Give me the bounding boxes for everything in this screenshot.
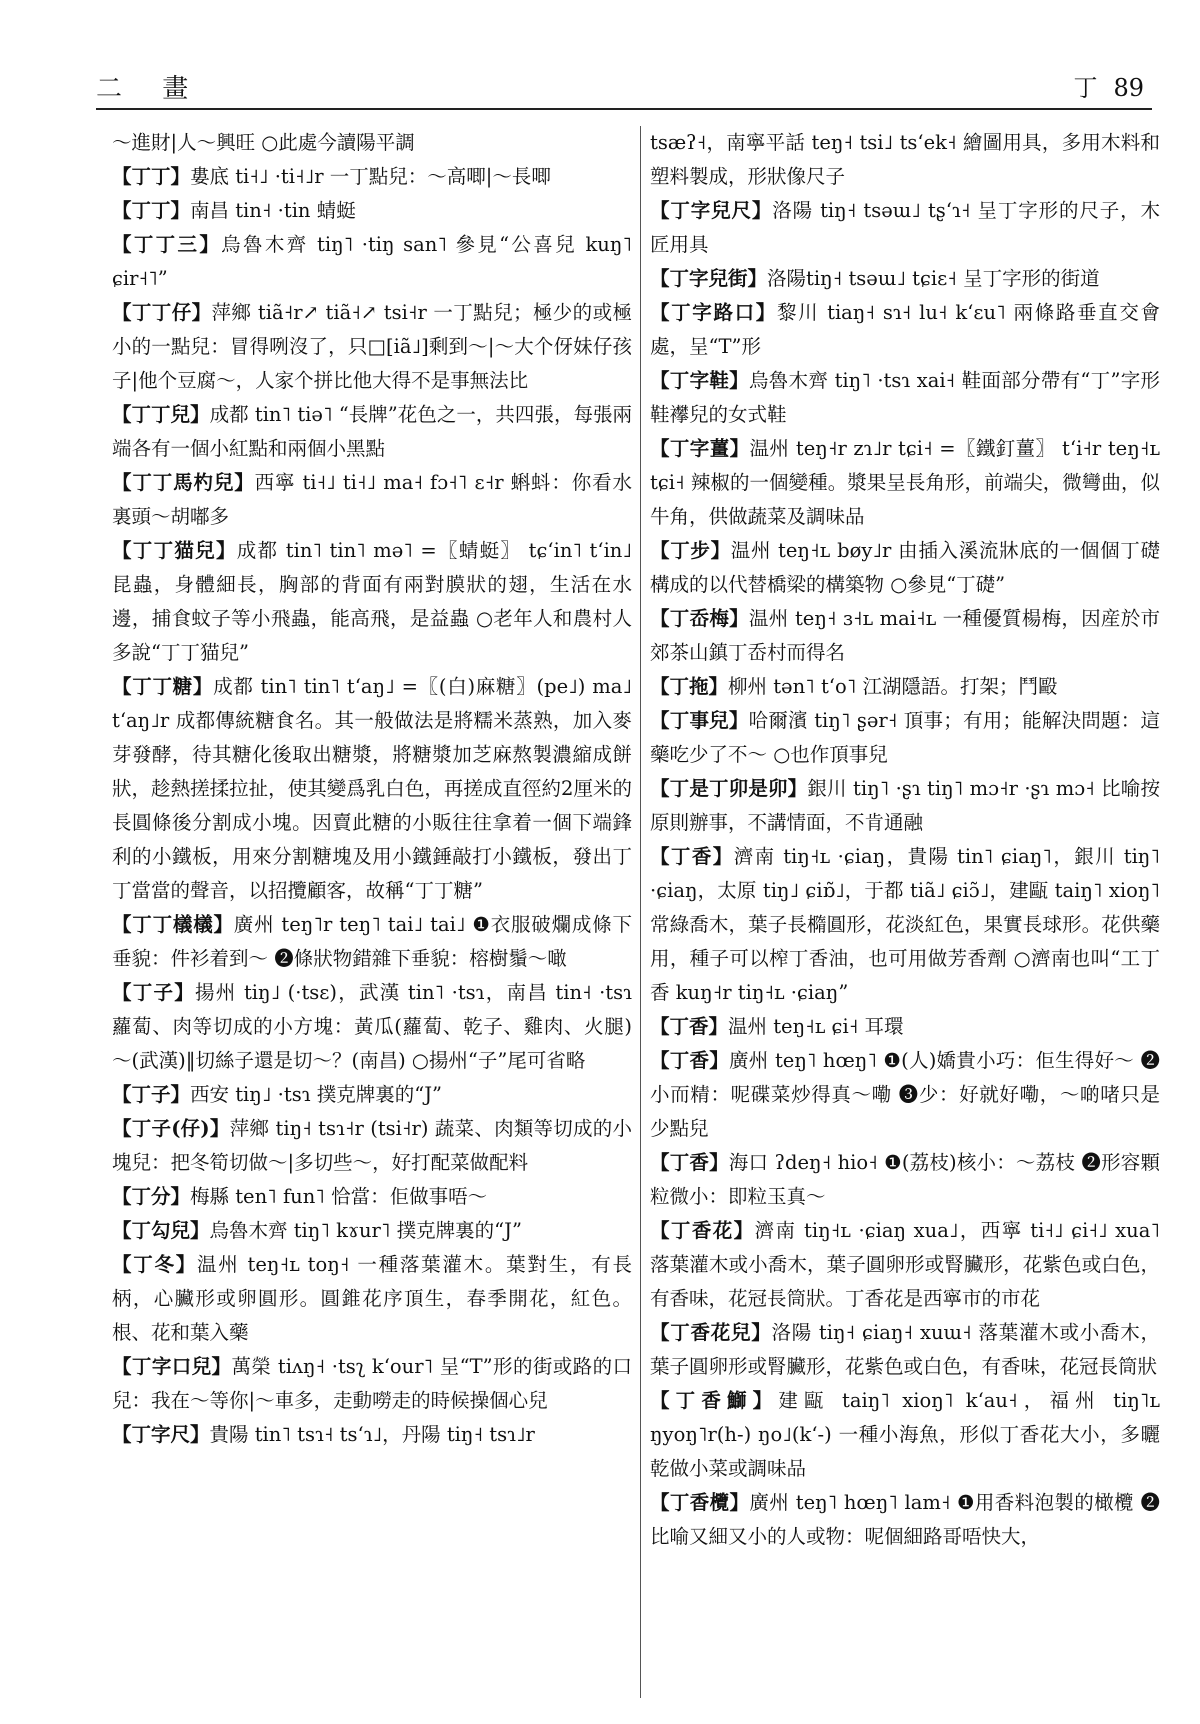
headword: 【丁字兒街】 xyxy=(650,267,768,290)
dictionary-entry: 【丁丁仔】萍鄉 tiã˧r↗ tiã˧↗ tsi˧r 一丁點兒；極少的或極小的一點兒：冒得咧沒了，只□[iã˩]剩到～|～大个伢妹仔孩子|他个豆腐～，人家个拼比他大得不是事無法比 xyxy=(112,301,632,392)
headword: 【丁字兒尺】 xyxy=(650,199,773,222)
dictionary-entry: 【丁香鰤】建甌 taiŋ˥ xioŋ˥ kʻau˧，福州 tiŋ˥ʟ ŋyoŋ˥r(h-) ŋo˩(kʻ-) 一種小海魚，形似丁香花大小，多曬乾做小菜或調味品 xyxy=(650,1389,1160,1480)
headword: 【丁子】 xyxy=(112,1083,191,1106)
section-title: 二 畫 xyxy=(96,74,205,104)
headword: 【丁香】 xyxy=(650,1151,729,1174)
left-column xyxy=(112,126,632,1704)
dictionary-entry: 【丁香花】濟南 tiŋ˧ʟ ·ɕiaŋ xua˩，西寧 ti˧˩ ɕi˧˩ xua˥ 落葉灌木或小喬木，葉子圓卵形或腎臟形，花紫色或白色，有香味，花冠長筒狀。丁香花是西寧市的市花 xyxy=(650,1219,1160,1310)
running-head xyxy=(1073,68,1144,103)
headword: 【丁香鰤】 xyxy=(650,1389,779,1412)
dictionary-entry: 【丁字兒街】洛陽tiŋ˧ tsəɯ˩ tɕiɛ˧ 呈丁字形的街道 xyxy=(650,267,1100,290)
headword: 【丁字路口】 xyxy=(650,301,777,324)
dictionary-entry: 【丁香】海口 ʔdeŋ˧ hio˧ ❶(荔枝)核小：～荔枝 ❷形容顆粒微小：即粒玉真～ xyxy=(650,1151,1160,1208)
headword: 【丁子(仔)】 xyxy=(112,1117,230,1140)
headword: 【丁丁三】 xyxy=(112,233,222,256)
dictionary-entry: 【丁丁糖】成都 tin˥ tin˥ tʻaŋ˩ =〖(白)麻糖〗(pe˩) ma˩ tʻaŋ˩r 成都傳統糖食名。其一般做法是將糯米蒸熟，加入麥芽發酵，待其糖化後取出糖漿，將糖漿加芝麻熬製濃縮成餅狀，趁熱搓揉拉扯，使其變爲乳白色，再搓成直徑約2厘米的長圓條後分割成小塊。因賣此糖的小販往往拿着一個下端鋒利的小鐵板，用來分割糖塊及用小鐵錘敲打小鐵板，發出丁丁當當的聲音，以招攬顧客，故稱“丁丁糖” xyxy=(112,675,632,902)
dictionary-entry: 【丁丁馬杓兒】西寧 ti˧˩ ti˧˩ ma˧ fɔ˧˥ ɛ˧r 蝌蚪：你看水裏頭～胡嘟多 xyxy=(112,471,632,528)
headword: 【丁岙梅】 xyxy=(650,607,749,630)
dictionary-entry: 【丁字口兒】萬榮 tiʌŋ˧ ·tsʅ kʻour˥ 呈“T”形的街或路的口兒：我在～等你|～車多，走動嘮走的時候操個心兒 xyxy=(112,1355,632,1412)
headword: 【丁字口兒】 xyxy=(112,1355,232,1378)
dictionary-entry: 【丁香花兒】洛陽 tiŋ˧ ɕiaŋ˧ xuɯ˧ 落葉灌木或小喬木，葉子圓卵形或腎臟形，花紫色或白色，有香味，花冠長筒狀 xyxy=(650,1321,1160,1378)
headword: 【丁丁】 xyxy=(112,165,191,188)
headword: 【丁冬】 xyxy=(112,1253,198,1276)
headword: 【丁丁猫兒】 xyxy=(112,539,237,562)
headword: 【丁香】 xyxy=(650,1015,729,1038)
headword: 【丁字尺】 xyxy=(112,1423,210,1446)
dictionary-entry: 【丁香】濟南 tiŋ˧ʟ ·ɕiaŋ，貴陽 tin˥ ɕiaŋ˥，銀川 tiŋ˥ ·ɕiaŋ，太原 tiŋ˩ ɕiɒ̃˩，于都 tiã˩ ɕiɔ̃˩，建甌 taiŋ˥ xioŋ˥ 常綠喬木，葉子長橢圓形，花淡紅色，果實長球形。花供藥用，種子可以榨丁香油，也可用做芳香劑 ○濟南也叫“工丁香 kuŋ˧r tiŋ˧ʟ ·ɕiaŋ” xyxy=(650,845,1160,1004)
dictionary-entry: 【丁丁】南昌 tin˧ ·tin 蜻蜓 xyxy=(112,199,356,222)
dictionary-entry: 【丁子】西安 tiŋ˩ ·tsɿ 撲克牌裏的“J” xyxy=(112,1083,442,1106)
dictionary-entry: 【丁丁猫兒】成都 tin˥ tin˥ mə˥ =〖蜻蜓〗 tɕʻin˥ tʻin˩ 昆蟲，身體細長，胸部的背面有兩對膜狀的翅，生活在水邊，捕食蚊子等小飛蟲，能高飛，是益蟲 ○老年人和農村人多說“丁丁猫兒” xyxy=(112,539,632,664)
headword: 【丁香欖】 xyxy=(650,1491,750,1514)
dictionary-entry: 【丁丁】婁底 ti˧˩ ·ti˧˩r 一丁點兒：～高唧|～長唧 xyxy=(112,165,551,188)
headword: 【丁勾兒】 xyxy=(112,1219,210,1242)
dictionary-entry: 【丁丁三】烏魯木齊 tiŋ˥ ·tiŋ san˥ 參見“公喜兒 kuŋ˥ ɕir˧˥” xyxy=(112,233,632,290)
dictionary-entry: 【丁字兒尺】洛陽 tiŋ˧ tsəɯ˩ tʂʻɿ˧ 呈丁字形的尺子，木匠用具 xyxy=(650,199,1160,256)
headword: 【丁丁檥檥】 xyxy=(112,913,234,936)
headword: 【丁香】 xyxy=(650,1049,729,1072)
dictionary-entry: 【丁岙梅】温州 teŋ˧ ɜ˧ʟ mai˧ʟ 一種優質楊梅，因産於市郊茶山鎮丁岙村而得名 xyxy=(650,607,1160,664)
dictionary-entry: 【丁字鞋】烏魯木齊 tiŋ˥ ·tsɿ xai˧ 鞋面部分帶有“丁”字形鞋襻兒的女式鞋 xyxy=(650,369,1160,426)
headword: 【丁丁】 xyxy=(112,199,191,222)
header-rule xyxy=(96,108,1152,110)
page-number: 89 xyxy=(1113,74,1144,102)
dictionary-entry: 【丁勾兒】烏魯木齊 tiŋ˥ kɤur˥ 撲克牌裏的“J” xyxy=(112,1219,522,1242)
dictionary-entry: 【丁丁兒】成都 tin˥ tiə˥ “長牌”花色之一，共四張，每張兩端各有一個小紅點和兩個小黑點 xyxy=(112,403,632,460)
headword: 【丁字薑】 xyxy=(650,437,750,460)
head-character: 丁 xyxy=(1073,74,1098,102)
headword: 【丁丁兒】 xyxy=(112,403,210,426)
dictionary-entry: 【丁子】揚州 tiŋ˩ (·tsɛ)，武漢 tin˥ ·tsɿ，南昌 tin˧ ·tsɿ 蘿蔔、肉等切成的小方塊：黃瓜(蘿蔔、乾子、雞肉、火腿)～(武漢)‖切絲子還是切～？(南昌) ○揚州“子”尾可省略 xyxy=(112,981,632,1072)
column-divider xyxy=(640,126,641,1698)
dictionary-entry: 【丁拖】柳州 tən˥ tʻo˥ 江湖隱語。打架；鬥毆 xyxy=(650,675,1058,698)
headword: 【丁丁馬杓兒】 xyxy=(112,471,255,494)
dictionary-entry: tsæʔ˧，南寧平話 teŋ˧ tsi˩ tsʻek˧ 繪圖用具，多用木料和塑料製成，形狀像尺子 xyxy=(650,131,1160,188)
page-header xyxy=(96,68,1152,108)
headword: 【丁事兒】 xyxy=(650,709,749,732)
headword: 【丁丁仔】 xyxy=(112,301,212,324)
right-column xyxy=(650,126,1160,1704)
headword: 【丁是丁卯是卯】 xyxy=(650,777,808,800)
dictionary-entry: 【丁字路口】黎川 tiaŋ˧ sɿ˧ lu˧ kʻɛu˥ 兩條路垂直交會處，呈“T”形 xyxy=(650,301,1160,358)
dictionary-entry: 【丁步】温州 teŋ˧ʟ bøy˩r 由插入溪流牀底的一個個丁礎構成的以代替橋梁的構築物 ○參見“丁礎” xyxy=(650,539,1160,596)
headword: 【丁拖】 xyxy=(650,675,729,698)
headword: 【丁步】 xyxy=(650,539,731,562)
dictionary-entry: 【丁事兒】哈爾濱 tiŋ˥ ʂər˧ 頂事；有用；能解決問題：這藥吃少了不～ ○也作頂事兒 xyxy=(650,709,1160,766)
headword: 【丁分】 xyxy=(112,1185,191,1208)
dictionary-entry: 【丁是丁卯是卯】銀川 tiŋ˥ ·ʂɿ tiŋ˥ mɔ˧r ·ʂɿ mɔ˧ 比喻按原則辦事，不講情面，不肯通融 xyxy=(650,777,1160,834)
dictionary-entry: 【丁香】温州 teŋ˧ʟ ɕi˧ 耳環 xyxy=(650,1015,904,1038)
dictionary-entry: 【丁冬】温州 teŋ˧ʟ toŋ˧ 一種落葉灌木。葉對生，有長柄，心臟形或卵圓形。圓錐花序頂生，春季開花，紅色。根、花和葉入藥 xyxy=(112,1253,632,1344)
headword: 【丁子】 xyxy=(112,981,195,1004)
headword: 【丁香花】 xyxy=(650,1219,755,1242)
dictionary-entry: ～進財|人～興旺 ○此處今讀陽平調 xyxy=(112,131,415,154)
dictionary-entry: 【丁字尺】貴陽 tin˥ tsɿ˧ tsʻɿ˩，丹陽 tiŋ˧ tsɿ˩r xyxy=(112,1423,535,1446)
dictionary-entry: 【丁字薑】温州 teŋ˧r zɿ˩r tɕi˧ =〖鐵釘薑〗 tʻi˧r teŋ˧ʟ tɕi˧ 辣椒的一個變種。漿果呈長角形，前端尖，微彎曲，似牛角，供做蔬菜及調味品 xyxy=(650,437,1160,528)
headword: 【丁丁糖】 xyxy=(112,675,214,698)
dictionary-entry: 【丁丁檥檥】廣州 teŋ˥r teŋ˥ tai˩ tai˩ ❶衣服破爛成條下垂貌：件衫着到～ ❷條狀物錯雜下垂貌：榕樹鬚～噉 xyxy=(112,913,632,970)
dictionary-entry: 【丁香】廣州 teŋ˥ hœŋ˥ ❶(人)嬌貴小巧：佢生得好～ ❷小而精：呢碟菜炒得真～嘞 ❸少：好就好嘞，～啲啫只是少點兒 xyxy=(650,1049,1160,1140)
headword: 【丁香花兒】 xyxy=(650,1321,772,1344)
dictionary-entry: 【丁香欖】廣州 teŋ˥ hœŋ˥ lam˧ ❶用香料泡製的橄欖 ❷比喻又細又小的人或物：呢個細路哥唔快大， xyxy=(650,1491,1160,1548)
dictionary-entry: 【丁分】梅縣 ten˥ fun˥ 恰當：佢做事唔～ xyxy=(112,1185,488,1208)
headword: 【丁香】 xyxy=(650,845,734,868)
headword: 【丁字鞋】 xyxy=(650,369,749,392)
dictionary-entry: 【丁子(仔)】萍鄉 tiŋ˧ tsɿ˧r (tsi˧r) 蔬菜、肉類等切成的小塊兒：把冬筍切做～|多切些～，好打配菜做配料 xyxy=(112,1117,632,1174)
